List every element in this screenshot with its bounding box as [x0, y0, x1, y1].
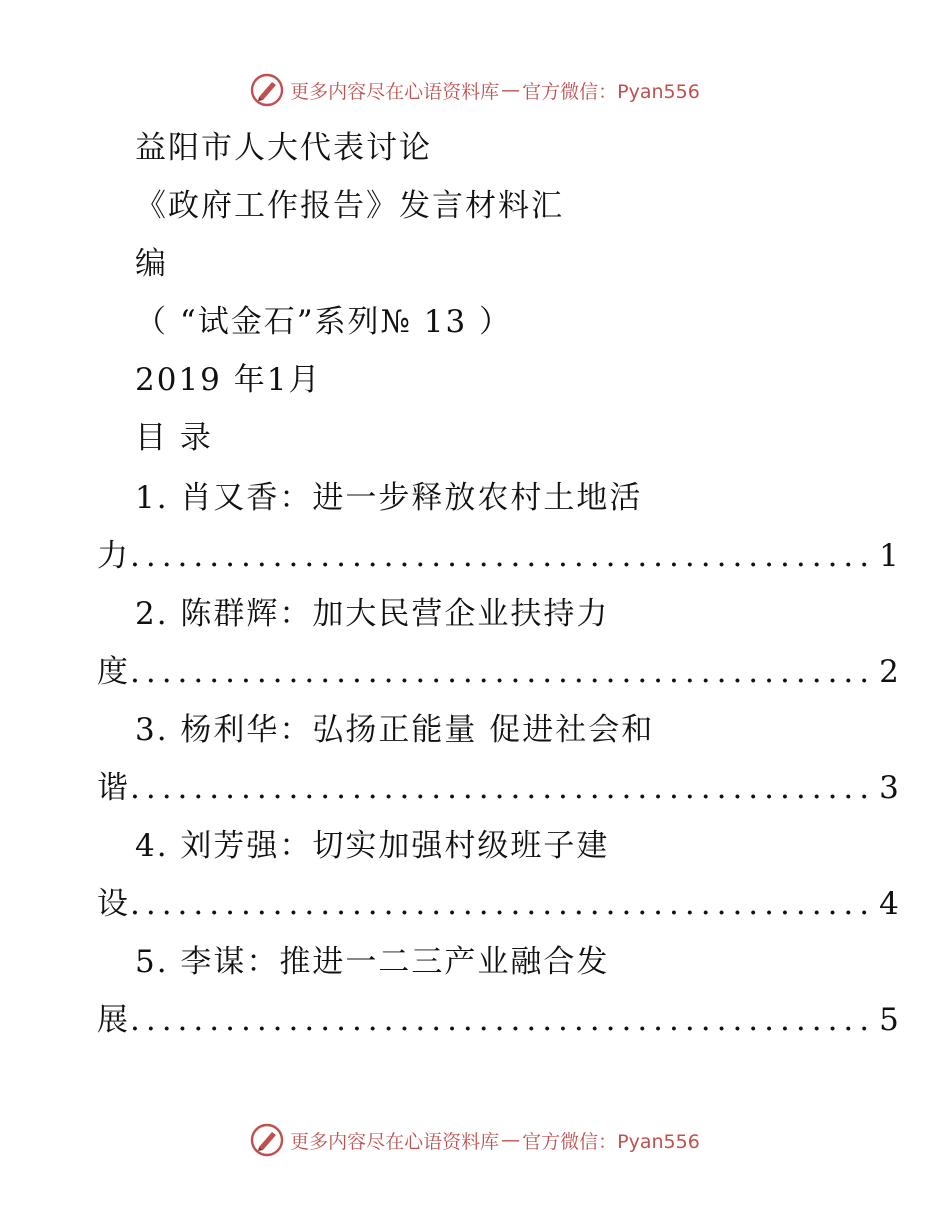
toc-item-1-leader-row[interactable]	[97, 536, 899, 576]
toc-dot-leader: ...............................................	[130, 654, 876, 690]
toc-heading: 目 录	[135, 420, 213, 456]
toc-item-3-title[interactable]: 3. 杨利华：弘扬正能量 促进社会和	[135, 712, 655, 748]
watermark-separator: —	[501, 1129, 521, 1151]
watermark-wechat: 官方微信：Pyan556	[522, 1130, 700, 1153]
toc-item-2-title[interactable]: 2. 陈群辉：加大民营企业扶持力	[135, 596, 610, 632]
watermark-text: 更多内容尽在心语资料库	[290, 1130, 500, 1153]
watermark-wechat: 官方微信：Pyan556	[522, 80, 700, 103]
toc-item-1-page: 1	[879, 538, 899, 574]
document-date: 2019 年1月	[135, 362, 322, 398]
toc-item-5-leader-row[interactable]	[97, 1000, 899, 1040]
toc-item-3-page: 3	[879, 770, 899, 806]
series-label: （ “试金石”系列№ 13 ）	[135, 304, 513, 340]
toc-dot-leader: ...............................................	[130, 886, 876, 922]
footer-watermark-banner	[0, 1118, 950, 1162]
toc-item-4-leader-row[interactable]	[97, 884, 899, 924]
document-title-line-3: 编	[135, 246, 168, 282]
watermark-separator: —	[501, 79, 521, 101]
pen-logo-icon	[250, 73, 284, 107]
header-watermark-banner	[0, 68, 950, 112]
toc-item-3-leader-row[interactable]	[97, 768, 899, 808]
pen-logo-icon	[250, 1123, 284, 1157]
toc-item-4-tail: 设	[97, 886, 128, 922]
toc-dot-leader: ...............................................	[130, 1002, 876, 1038]
toc-dot-leader: ...............................................	[130, 770, 876, 806]
toc-item-2-leader-row[interactable]	[97, 652, 899, 692]
toc-item-2-tail: 度	[97, 654, 128, 690]
toc-item-2-page: 2	[879, 654, 899, 690]
toc-dot-leader: ...............................................	[130, 538, 876, 574]
toc-item-3-tail: 谐	[97, 770, 128, 806]
toc-item-4-title[interactable]: 4. 刘芳强：切实加强村级班子建	[135, 828, 610, 864]
toc-item-4-page: 4	[879, 886, 899, 922]
toc-item-1-title[interactable]: 1. 肖又香：进一步释放农村土地活	[135, 480, 643, 516]
toc-item-5-title[interactable]: 5. 李谋：推进一二三产业融合发	[135, 944, 610, 980]
toc-item-1-tail: 力	[97, 538, 128, 574]
toc-item-5-page: 5	[879, 1002, 899, 1038]
watermark-text: 更多内容尽在心语资料库	[290, 80, 500, 103]
document-title-line-2: 《政府工作报告》发言材料汇	[135, 188, 564, 224]
document-title-line-1: 益阳市人大代表讨论	[135, 130, 432, 166]
toc-item-5-tail: 展	[97, 1002, 128, 1038]
